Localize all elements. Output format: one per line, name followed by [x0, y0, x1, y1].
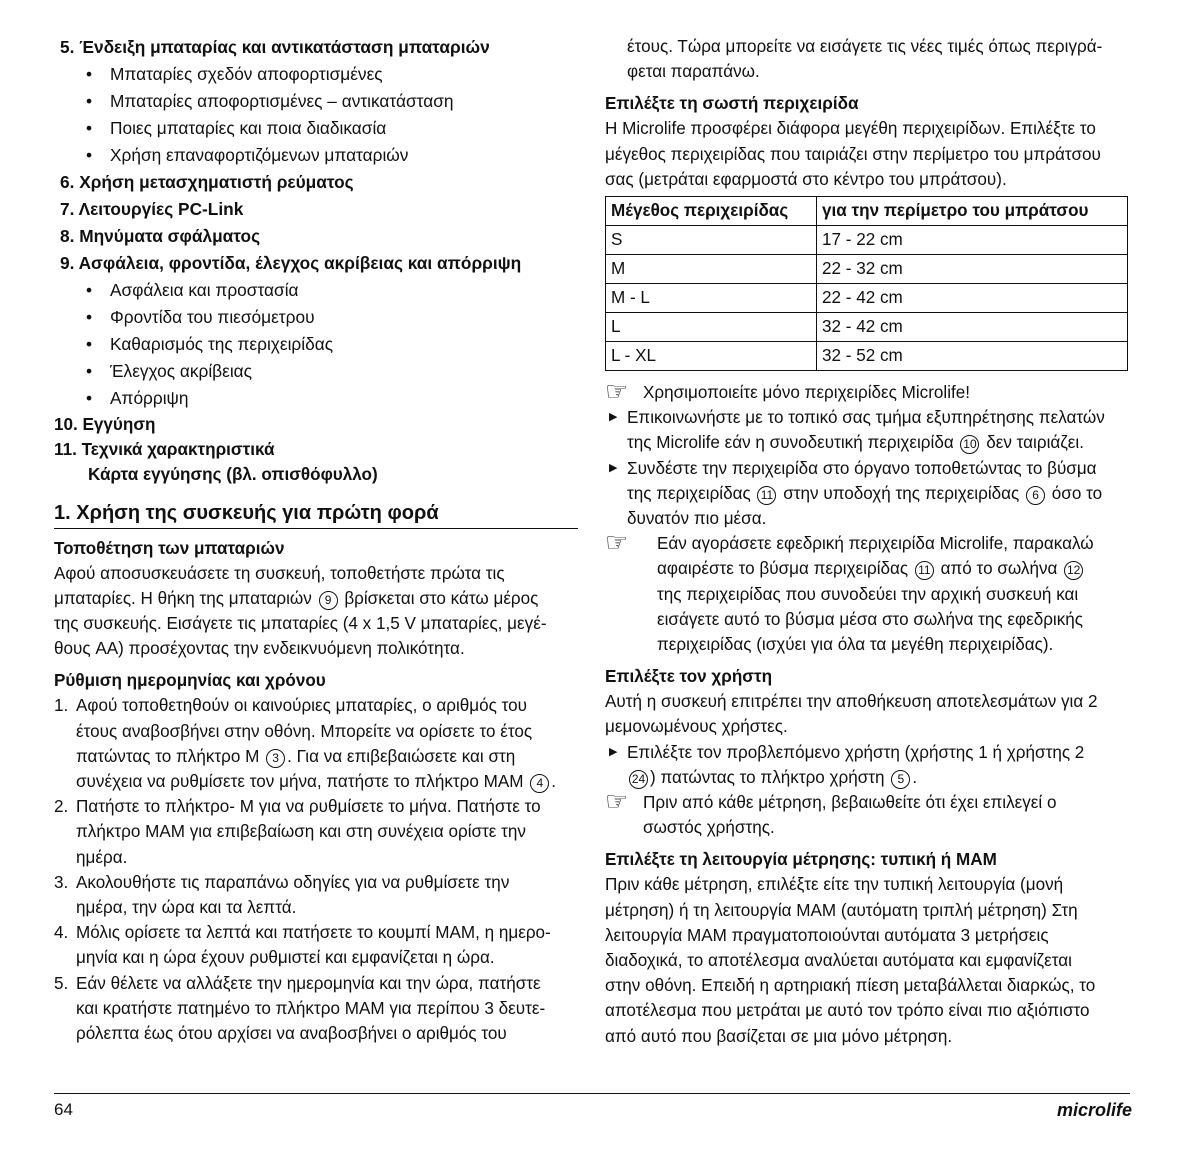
bullet-1: ▶ Επικοινωνήστε με το τοπικό σας τμήμα εξυπηρέτησης πελατών της Microlife εάν η συνοδευτική περιχειρίδα 10 δεν ταιριάζει. — [605, 405, 1129, 455]
triangle-bullet-icon: ▶ — [609, 411, 618, 424]
pointing-hand-icon: ☞ — [605, 786, 629, 817]
brand-logo: microlife — [1056, 1100, 1132, 1120]
user-heading: Επιλέξτε τον χρήστη — [605, 667, 773, 687]
step-1: 1. Αφού τοποθετηθούν οι καινούριες μπαταρίες, ο αριθμός του έτους αναβοσβήνει στην οθόνη. Μπορείτε να ορίσετε το έτος πατώντας το πλήκτρο M 3 . Για να επιβεβαιώσετε και στη συνέχεια να ρυθμίσετε τον μήνα, πατήστε το πλήκτρο MAM 4 . — [54, 696, 557, 792]
step-3: 3. Ακολουθήστε τις παραπάνω οδηγίες για να ρυθμίσετε την ημέρα, την ώρα και τα λεπτά. — [54, 872, 510, 918]
pointing-hand-icon: ☞ — [605, 376, 629, 407]
toc-item-8: 8. Μηνύματα σφάλματος — [60, 226, 261, 246]
cuff-line: Η Microlife προσφέρει διάφορα μεγέθη περιχειρίδων. Επιλέξτε το — [605, 119, 1096, 139]
toc-subitem: • Ασφάλεια και προστασία — [86, 280, 299, 300]
toc-subitem: • Ποιες μπαταρίες και ποια διαδικασία — [86, 118, 387, 138]
step-5-continued: έτους. Τώρα μπορείτε να εισάγετε τις νέες τιμές όπως περιγρά- φεται παραπάνω. — [627, 37, 1103, 82]
toc-subitem: • Καθαρισμός της περιχειρίδας — [86, 334, 334, 354]
ref-9: 9 — [319, 591, 338, 610]
left-column — [54, 34, 576, 1046]
toc-subitem: • Μπαταρίες αποφορτισμένες – αντικατάσταση — [86, 91, 454, 111]
toc-subitem: • Χρήση επαναφορτιζόμενων μπαταριών — [86, 145, 409, 165]
mode-line: στην οθόνη. Επειδή η αρτηριακή πίεση μεταβάλλεται διαρκώς, το — [605, 976, 1096, 996]
toc-item-5-sublist — [54, 61, 576, 169]
toc-item-6: 6. Χρήση μετασχηματιστή ρεύματος — [60, 172, 354, 192]
bullet-2: ▶ Συνδέστε την περιχειρίδα στο όργανο τοποθετώντας το βύσμα της περιχειρίδας 11 στην υποδοχή της περιχειρίδας 6 όσο το δυνατόν πιο μέσα. — [605, 456, 1129, 532]
user-line: μεμονωμένους χρήστες. — [605, 717, 788, 737]
step-5: 5. Εάν θέλετε να αλλάξετε την ημερομηνία και την ώρα, πατήστε και κρατήστε πατημένο το πλήκτρο MAM για περίπου 3 δευτε- ρόλεπτα έως ότου αρχίσει να αναβοσβήνει ο αριθμός του — [54, 973, 546, 1044]
table-row: L 32 - 42 cm — [606, 313, 1128, 342]
toc-item-11: 11. Τεχνικά χαρακτηριστικά — [54, 440, 275, 460]
pointing-hand-icon: ☞ — [605, 527, 629, 558]
mode-line: διαδοχικά, το αποτέλεσμα αναλύεται αυτόματα και εμφανίζεται — [605, 951, 1072, 971]
batteries-line: Αφού αποσυσκευάσετε τη συσκευή, τοποθετήστε πρώτα τις — [54, 563, 505, 583]
table-header: Μέγεθος περιχειρίδας — [606, 197, 817, 226]
cuff-heading: Επιλέξτε τη σωστή περιχειρίδα — [605, 94, 859, 114]
cuff-line: σας (μετράται εφαρμοστά στο κέντρο του μπράτσου). — [605, 169, 1007, 189]
batteries-line: της συσκευής. Εισάγετε τις μπαταρίες (4 x 1,5 V μπαταρίες, μεγέ- — [54, 614, 547, 634]
cuff-line: μέγεθος περιχειρίδας που ταιριάζει στην περίμετρο του μπράτσου — [605, 144, 1101, 164]
toc-subitem: • Απόρριψη — [86, 388, 189, 408]
toc-item-11b: Κάρτα εγγύησης (βλ. οπισθόφυλλο) — [88, 465, 378, 485]
right-column — [605, 34, 1129, 1049]
toc-subitem: • Μπαταρίες σχεδόν αποφορτισμένες — [86, 64, 383, 84]
note-2: ☞ Εάν αγοράσετε εφεδρική περιχειρίδα Microlife, παρακαλώ αφαιρέστε το βύσμα περιχειρίδας 11 από το σωλήνα 12 της περιχειρίδας που συνοδεύει την αρχική συσκευή και εισάγετε αυτό το βύσμα μέσα στο σωλήνα της εφεδρικής περιχειρίδας (ισχύει για όλα τα μεγέθη περιχειρίδας). — [605, 527, 1094, 655]
toc-subitem: • Έλεγχος ακρίβειας — [86, 361, 252, 381]
note-3: ☞ Πριν από κάθε μέτρηση, βεβαιωθείτε ότι έχει επιλεγεί ο σωστός χρήστης. — [605, 786, 1057, 838]
toc-item-5: 5. Ένδειξη μπαταρίας και αντικατάσταση μπαταριών — [60, 37, 490, 57]
table-header-row — [606, 197, 1128, 226]
batteries-line: θους AA) προσέχοντας την ενδεικνυόμενη πολικότητα. — [54, 639, 465, 659]
table-row: L - XL 32 - 52 cm — [606, 342, 1128, 371]
step-2: 2. Πατήστε το πλήκτρο- M για να ρυθμίσετε το μήνα. Πατήστε το πλήκτρο MAM για επιβεβαίωση και στη συνέχεια ορίστε την ημέρα. — [54, 797, 541, 867]
note-1: ☞ Χρησιμοποιείτε μόνο περιχειρίδες Microlife! — [605, 376, 971, 407]
table-row: M 22 - 32 cm — [606, 255, 1128, 284]
user-line: Αυτή η συσκευή επιτρέπει την αποθήκευση αποτελεσμάτων για 2 — [605, 692, 1098, 712]
mode-line: μέτρηση) ή τη λειτουργία MAM (αυτόματη τριπλή μέτρηση) Στη — [605, 900, 1078, 920]
footer-divider — [54, 1093, 1130, 1094]
toc-item-10: 10. Εγγύηση — [54, 415, 156, 434]
mode-line: αποτέλεσμα που μετράται με αυτό τον τρόπο είναι πιο αξιόπιστο — [605, 1001, 1090, 1021]
ref-11: 11 — [915, 561, 934, 580]
toc-item-9: 9. Ασφάλεια, φροντίδα, έλεγχος ακρίβειας και απόρριψη — [60, 253, 522, 273]
mode-line: λειτουργία MAM πραγματοποιούνται αυτόματα 3 μετρήσεις — [605, 925, 1049, 945]
mode-line: από αυτό που βασίζεται σε μια μόνο μέτρηση. — [605, 1026, 953, 1046]
triangle-bullet-icon: ▶ — [609, 745, 618, 758]
ref-12: 12 — [1064, 561, 1083, 580]
table-row: M - L 22 - 42 cm — [606, 284, 1128, 313]
bullet-3: ▶ Επιλέξτε τον προβλεπόμενο χρήστη (χρήστης 1 ή χρήστης 2 24 ) πατώντας το πλήκτρο χρήστη 5 . — [605, 740, 1129, 790]
ref-24: 24 — [629, 770, 648, 789]
triangle-bullet-icon: ▶ — [609, 461, 618, 474]
ref-6: 6 — [1026, 486, 1045, 505]
mode-line: Πριν κάθε μέτρηση, επιλέξτε είτε την τυπική λειτουργία (μονή — [605, 875, 1064, 895]
ref-5: 5 — [891, 770, 910, 789]
ref-11: 11 — [757, 486, 776, 505]
step-4: 4. Μόλις ορίσετε τα λεπτά και πατήσετε το κουμπί MAM, η ημερο- μηνία και η ώρα έχουν ρυθμιστεί και εμφανίζεται η ώρα. — [54, 923, 551, 968]
datetime-heading: Ρύθμιση ημερομηνίας και χρόνου — [54, 671, 326, 691]
ref-3: 3 — [266, 749, 285, 768]
table-row: S 17 - 22 cm — [606, 226, 1128, 255]
mode-heading: Επιλέξτε τη λειτουργία μέτρησης: τυπική ή MAM — [605, 850, 997, 870]
batteries-line: μπαταρίες. Η θήκη της μπαταριών 9 βρίσκεται στο κάτω μέρος — [54, 588, 539, 608]
table-header: για την περίμετρο του μπράτσου — [817, 197, 1128, 226]
ref-4: 4 — [530, 774, 549, 793]
toc-item-9-sublist — [54, 277, 576, 412]
ref-10: 10 — [960, 435, 979, 454]
toc-item-7: 7. Λειτουργίες PC-Link — [60, 199, 244, 219]
batteries-heading: Τοποθέτηση των μπαταριών — [54, 538, 285, 558]
section-title: 1. Χρήση της συσκευής για πρώτη φορά — [54, 502, 578, 529]
cuff-size-table — [605, 196, 1128, 371]
page-number: 64 — [54, 1100, 73, 1119]
toc-subitem: • Φροντίδα του πιεσόμετρου — [86, 307, 315, 327]
